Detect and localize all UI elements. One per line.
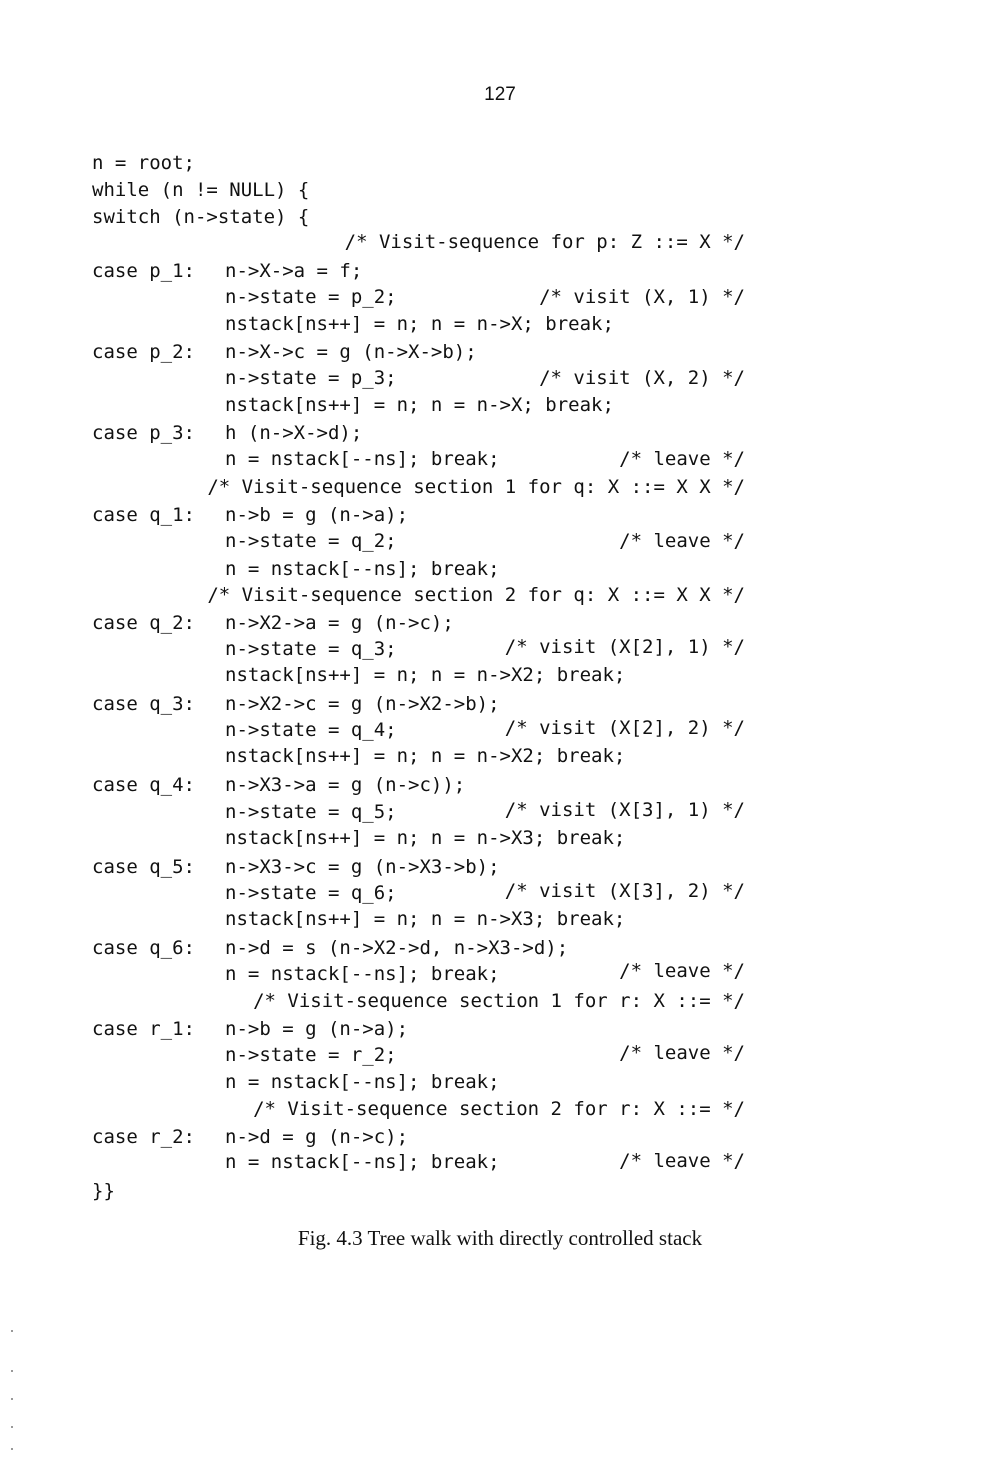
code-line: n->X3->c = g (n->X3->b); xyxy=(225,856,500,878)
code-line: n->X->a = f; xyxy=(225,260,363,282)
comment: /* visit (X, 1) */ xyxy=(539,286,745,308)
margin-dot xyxy=(11,1398,13,1400)
case-label: case p_3: xyxy=(92,422,195,444)
code-line: h (n->X->d); xyxy=(225,422,363,444)
code-line: n->state = p_3; xyxy=(225,367,397,389)
code-line: n->X2->c = g (n->X2->b); xyxy=(225,693,500,715)
code-line: n->d = s (n->X2->d, n->X3->d); xyxy=(225,937,569,959)
code-line: n->X->c = g (n->X->b); xyxy=(225,341,477,363)
case-label: case r_2: xyxy=(92,1126,195,1148)
comment: /* Visit-sequence for p: Z ::= X */ xyxy=(344,231,745,253)
code-line: n->X2->a = g (n->c); xyxy=(225,612,454,634)
code-line: n = nstack[--ns]; break; xyxy=(225,963,500,985)
code-line: nstack[ns++] = n; n = n->X2; break; xyxy=(225,745,626,767)
margin-dot xyxy=(11,1448,13,1450)
case-label: case r_1: xyxy=(92,1018,195,1040)
case-label: case q_1: xyxy=(92,504,195,526)
code-line: n->state = q_5; xyxy=(225,801,397,823)
code-line: n->state = q_4; xyxy=(225,719,397,741)
code-line: n->b = g (n->a); xyxy=(225,504,409,526)
case-label: case q_4: xyxy=(92,774,195,796)
comment: /* leave */ xyxy=(619,530,745,552)
code-line: n = nstack[--ns]; break; xyxy=(225,1151,500,1173)
comment: /* leave */ xyxy=(619,1042,745,1064)
case-label: case p_1: xyxy=(92,260,195,282)
code-line: n->state = q_2; xyxy=(225,530,397,552)
page-number: 127 xyxy=(484,84,516,105)
comment: /* Visit-sequence section 2 for q: X ::= X X */ xyxy=(207,584,745,606)
code-line: n->state = q_6; xyxy=(225,882,397,904)
code-line: n->state = q_3; xyxy=(225,638,397,660)
figure-caption: Fig. 4.3 Tree walk with directly controlled stack xyxy=(297,1226,703,1250)
comment: /* leave */ xyxy=(619,1150,745,1172)
code-line: n->d = g (n->c); xyxy=(225,1126,409,1148)
comment: /* visit (X[2], 1) */ xyxy=(504,636,745,658)
comment: /* Visit-sequence section 1 for r: X ::= */ xyxy=(253,990,745,1012)
code-line: nstack[ns++] = n; n = n->X; break; xyxy=(225,313,614,335)
comment: /* leave */ xyxy=(619,448,745,470)
code-line: n = nstack[--ns]; break; xyxy=(225,558,500,580)
case-label: case q_3: xyxy=(92,693,195,715)
case-label: case p_2: xyxy=(92,341,195,363)
comment: /* leave */ xyxy=(619,960,745,982)
margin-dot xyxy=(11,1370,13,1372)
code-line: n = root; xyxy=(92,152,195,174)
code-line: n->state = p_2; xyxy=(225,286,397,308)
code-line: switch (n->state) { xyxy=(92,206,310,228)
comment: /* visit (X[3], 1) */ xyxy=(504,799,745,821)
code-line: n = nstack[--ns]; break; xyxy=(225,1071,500,1093)
comment: /* Visit-sequence section 1 for q: X ::= X X */ xyxy=(207,476,745,498)
code-line: nstack[ns++] = n; n = n->X3; break; xyxy=(225,827,626,849)
case-label: case q_2: xyxy=(92,612,195,634)
case-label: case q_5: xyxy=(92,856,195,878)
code-line: nstack[ns++] = n; n = n->X2; break; xyxy=(225,664,626,686)
code-line: n->state = r_2; xyxy=(225,1044,397,1066)
code-line: n->X3->a = g (n->c)); xyxy=(225,774,466,796)
comment: /* visit (X[2], 2) */ xyxy=(504,717,745,739)
code-line: }} xyxy=(92,1180,115,1202)
code-line: nstack[ns++] = n; n = n->X; break; xyxy=(225,394,614,416)
comment: /* Visit-sequence section 2 for r: X ::= */ xyxy=(253,1098,745,1120)
code-line: n = nstack[--ns]; break; xyxy=(225,448,500,470)
code-line: n->b = g (n->a); xyxy=(225,1018,409,1040)
code-line: nstack[ns++] = n; n = n->X3; break; xyxy=(225,908,626,930)
margin-dot xyxy=(11,1426,13,1428)
comment: /* visit (X, 2) */ xyxy=(539,367,745,389)
code-line: while (n != NULL) { xyxy=(92,179,310,201)
comment: /* visit (X[3], 2) */ xyxy=(504,880,745,902)
margin-dot xyxy=(11,1330,13,1332)
case-label: case q_6: xyxy=(92,937,195,959)
